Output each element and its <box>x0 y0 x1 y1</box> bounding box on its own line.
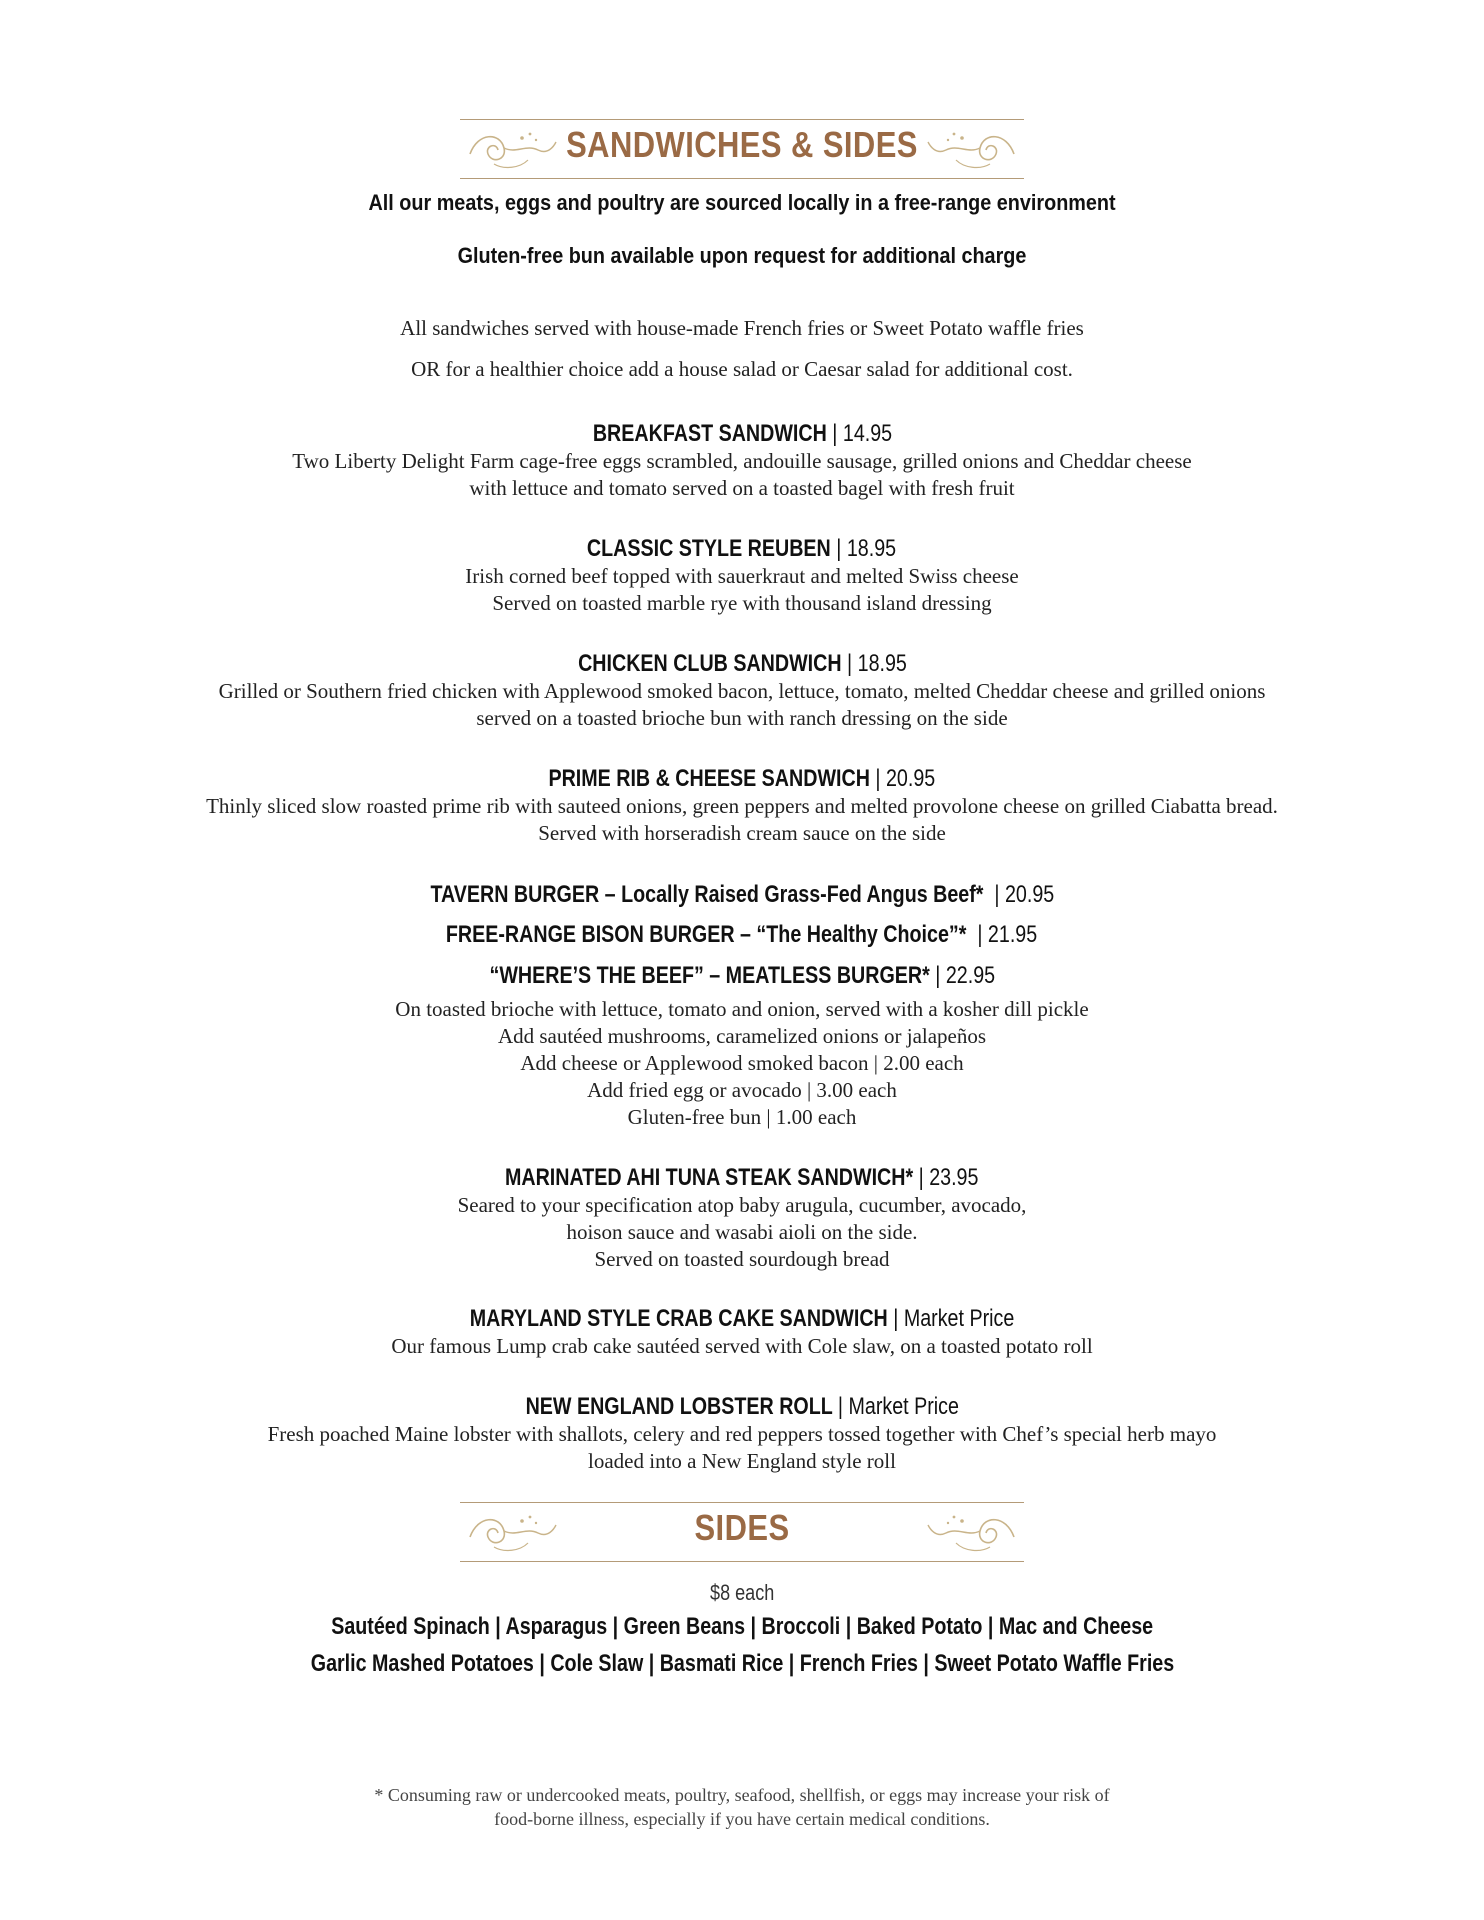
burger-desc-line: Gluten-free bun | 1.00 each <box>627 1105 857 1129</box>
gluten-note <box>0 243 1484 269</box>
item-desc-line: hoison sauce and wasabi aioli on the side. <box>566 1220 918 1244</box>
burger-desc-line: Add sautéed mushrooms, caramelized onions or jalapeños <box>497 1024 987 1048</box>
menu-item-chicken-club <box>0 650 1484 732</box>
item-title: CLASSIC STYLE REUBEN | 18.95 <box>587 535 897 562</box>
item-price: 18.95 <box>847 535 897 562</box>
item-name: CHICKEN CLUB SANDWICH <box>577 650 842 677</box>
item-name: BREAKFAST SANDWICH <box>592 420 827 447</box>
sides-price <box>0 1580 1484 1606</box>
item-desc-line: Served on toasted marble rye with thousand island dressing <box>492 591 992 615</box>
item-title: “WHERE’S THE BEEF” – MEATLESS BURGER* | 22.95 <box>489 962 995 989</box>
item-desc-line: Served on toasted sourdough bread <box>594 1247 890 1271</box>
burger-line-bison <box>0 921 1484 949</box>
menu-item-lobster-roll <box>0 1393 1484 1475</box>
sourcing-note-text: All our meats, eggs and poultry are sourced locally in a free-range environment <box>368 190 1116 215</box>
item-desc-line: Two Liberty Delight Farm cage-free eggs scrambled, andouille sausage, grilled onions and Cheddar cheese <box>292 449 1192 473</box>
item-price: 23.95 <box>929 1164 979 1191</box>
burger-line-tavern <box>0 881 1484 909</box>
disclaimer <box>0 1783 1484 1831</box>
sides-line-1 <box>0 1613 1484 1641</box>
disclaimer-line: food-borne illness, especially if you have certain medical conditions. <box>494 1809 990 1829</box>
item-title: PRIME RIB & CHEESE SANDWICH | 20.95 <box>548 765 936 792</box>
item-desc-line: Thinly sliced slow roasted prime rib with sauteed onions, green peppers and melted provolone cheese on grilled Ciabatta bread. <box>206 794 1278 818</box>
menu-item-ahi-tuna <box>0 1164 1484 1273</box>
item-title: BREAKFAST SANDWICH | 14.95 <box>592 420 892 447</box>
menu-item-classic-reuben <box>0 535 1484 617</box>
item-desc-line: served on a toasted brioche bun with ranch dressing on the side <box>476 706 1008 730</box>
item-title: MARINATED AHI TUNA STEAK SANDWICH* | 23.95 <box>505 1164 979 1191</box>
item-title: NEW ENGLAND LOBSTER ROLL | Market Price <box>525 1393 959 1420</box>
item-desc-line: loaded into a New England style roll <box>588 1449 896 1473</box>
menu-item-breakfast-sandwich <box>0 420 1484 502</box>
item-name: MARINATED AHI TUNA STEAK SANDWICH* <box>505 1164 914 1191</box>
item-title: CHICKEN CLUB SANDWICH | 18.95 <box>577 650 907 677</box>
item-price: 22.95 <box>945 962 995 989</box>
item-title: FREE-RANGE BISON BURGER – “The Healthy Choice”* | 21.95 <box>446 921 1038 948</box>
burger-line-meatless <box>0 962 1484 990</box>
item-desc-line: with lettuce and tomato served on a toasted bagel with fresh fruit <box>469 476 1015 500</box>
item-name: FREE-RANGE BISON BURGER – “The Healthy Choice”* <box>446 921 967 948</box>
item-price: 20.95 <box>886 765 936 792</box>
intro-line-1: All sandwiches served with house-made French fries or Sweet Potato waffle fries <box>400 316 1084 340</box>
item-name: PRIME RIB & CHEESE SANDWICH <box>548 765 871 792</box>
menu-item-crab-cake <box>0 1305 1484 1360</box>
flourish-right-icon <box>924 1507 1020 1557</box>
item-name: CLASSIC STYLE REUBEN <box>587 535 832 562</box>
burger-desc-line: Add fried egg or avocado | 3.00 each <box>587 1078 897 1102</box>
sides-title: SIDES <box>694 1507 790 1548</box>
burger-description <box>0 996 1484 1131</box>
item-price: 18.95 <box>857 650 907 677</box>
sides-price-text: $8 each <box>709 1580 775 1605</box>
item-desc-line: Grilled or Southern fried chicken with Applewood smoked bacon, lettuce, tomato, melted Cheddar cheese and grilled onions <box>218 679 1266 703</box>
item-name: “WHERE’S THE BEEF” – MEATLESS BURGER* <box>489 962 930 989</box>
sourcing-note <box>0 190 1484 216</box>
burger-desc-line: Add cheese or Applewood smoked bacon | 2.00 each <box>520 1051 964 1075</box>
item-desc-line: Our famous Lump crab cake sautéed served with Cole slaw, on a toasted potato roll <box>391 1334 1093 1358</box>
item-desc-line: Seared to your specification atop baby arugula, cucumber, avocado, <box>457 1193 1027 1217</box>
item-name: NEW ENGLAND LOBSTER ROLL <box>525 1393 833 1420</box>
item-desc-line: Fresh poached Maine lobster with shallots, celery and red peppers tossed together with Chef’s special herb mayo <box>267 1422 1217 1446</box>
item-price: 20.95 <box>1004 881 1054 908</box>
disclaimer-line: * Consuming raw or undercooked meats, poultry, seafood, shellfish, or eggs may increase your risk of <box>374 1785 1110 1805</box>
item-price: Market Price <box>903 1305 1015 1332</box>
item-title: MARYLAND STYLE CRAB CAKE SANDWICH | Market Price <box>469 1305 1015 1332</box>
item-price: 14.95 <box>842 420 892 447</box>
item-name: TAVERN BURGER – Locally Raised Grass-Fed Angus Beef* <box>430 881 984 908</box>
section-title: SANDWICHES & SIDES <box>566 124 918 165</box>
sides-list-text: Sautéed Spinach | Asparagus | Green Beans | Broccoli | Baked Potato | Mac and Cheese <box>331 1613 1153 1640</box>
burger-desc-line: On toasted brioche with lettuce, tomato and onion, served with a kosher dill pickle <box>395 997 1089 1021</box>
item-desc-line: Irish corned beef topped with sauerkraut and melted Swiss cheese <box>465 564 1019 588</box>
item-name: MARYLAND STYLE CRAB CAKE SANDWICH <box>469 1305 888 1332</box>
item-price: Market Price <box>848 1393 959 1420</box>
item-title: TAVERN BURGER – Locally Raised Grass-Fed Angus Beef* | 20.95 <box>430 881 1054 908</box>
sides-line-2 <box>0 1650 1484 1678</box>
item-desc-line: Served with horseradish cream sauce on the side <box>538 821 946 845</box>
section-banner-sandwiches <box>460 119 1024 179</box>
menu-item-prime-rib <box>0 765 1484 847</box>
section-banner-sides <box>460 1502 1024 1562</box>
intro-line-2: OR for a healthier choice add a house salad or Caesar salad for additional cost. <box>411 357 1073 381</box>
flourish-right-icon <box>924 124 1020 174</box>
sides-list-text: Garlic Mashed Potatoes | Cole Slaw | Basmati Rice | French Fries | Sweet Potato Waffle Fries <box>310 1650 1174 1677</box>
gluten-note-text: Gluten-free bun available upon request for additional charge <box>457 243 1027 268</box>
item-price: 21.95 <box>988 921 1038 948</box>
